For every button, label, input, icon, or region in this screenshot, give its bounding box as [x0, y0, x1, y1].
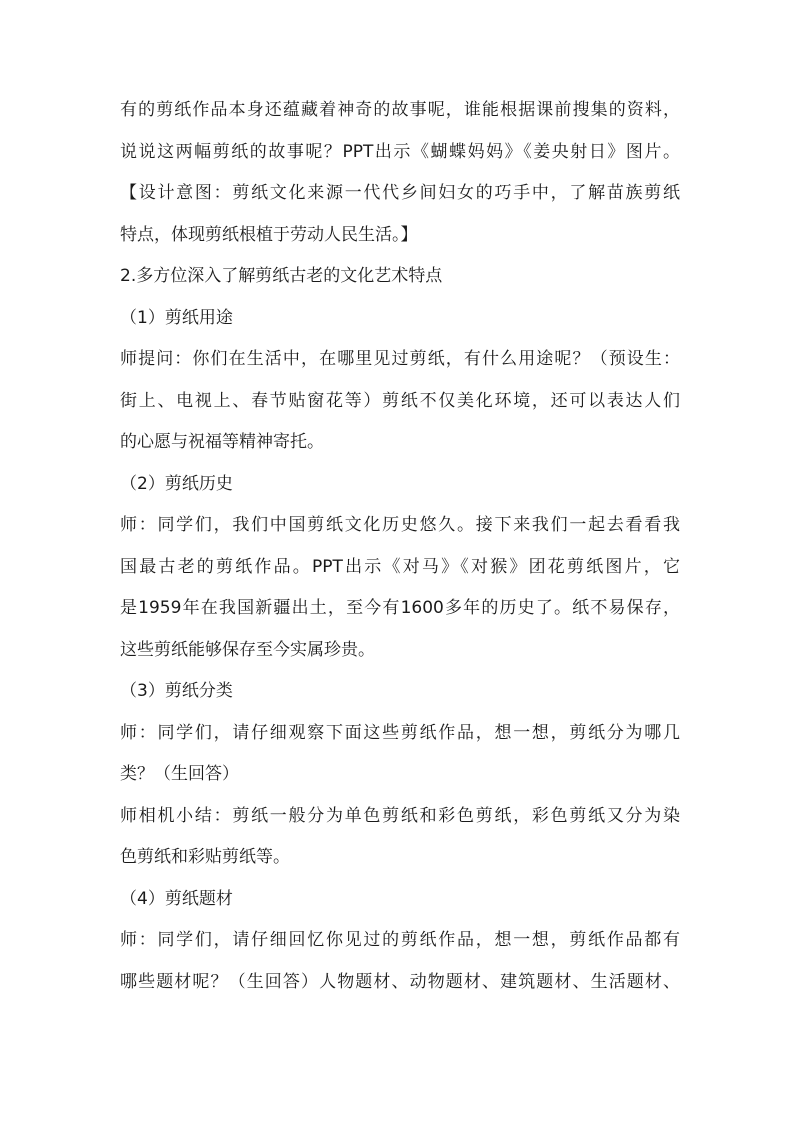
subsection-heading: （2）剪纸历史 [120, 473, 233, 494]
subsection-heading: （1）剪纸用途 [120, 307, 233, 328]
design-intent-line: 【设计意图：剪纸文化来源一代代乡间妇女的巧手中，了解苗族剪纸 [120, 183, 680, 203]
paragraph-line: 类？（生回答） [120, 764, 239, 784]
paragraph-line: 有的剪纸作品本身还蕴藏着神奇的故事呢，谁能根据课前搜集的资料， [120, 100, 680, 120]
paragraph-line: 师：同学们，我们中国剪纸文化历史悠久。接下来我们一起去看看我 [120, 515, 680, 535]
paragraph-line: 师：同学们，请仔细回忆你见过的剪纸作品，想一想，剪纸作品都有 [120, 930, 680, 950]
paragraph-line: 哪些题材呢？（生回答）人物题材、动物题材、建筑题材、生活题材、 [120, 971, 680, 992]
paragraph-line: 这些剪纸能够保存至今实属珍贵。 [120, 639, 375, 660]
paragraph-line: 师：同学们，请仔细观察下面这些剪纸作品，想一想，剪纸分为哪几 [120, 722, 680, 743]
paragraph-line: 国最古老的剪纸作品。PPT出示《对马》《对猴》团花剪纸图片，它 [120, 556, 680, 577]
design-intent-line: 特点，体现剪纸根植于劳动人民生活。】 [120, 224, 418, 245]
paragraph-line: 是1959年在我国新疆出土，至今有1600多年的历史了。纸不易保存， [120, 598, 680, 618]
paragraph-line: 师提问：你们在生活中，在哪里见过剪纸，有什么用途呢？（预设生： [120, 349, 680, 369]
document-body [120, 100, 680, 1013]
paragraph-line: 的心愿与祝福等精神寄托。 [120, 432, 324, 452]
subsection-heading: （4）剪纸题材 [120, 888, 233, 909]
paragraph-line: 师相机小结：剪纸一般分为单色剪纸和彩色剪纸，彩色剪纸又分为染 [120, 805, 680, 826]
paragraph-line: 色剪纸和彩贴剪纸等。 [120, 847, 290, 867]
paragraph-line: 街上、电视上、春节贴窗花等）剪纸不仅美化环境，还可以表达人们 [120, 390, 680, 411]
paragraph-line: 说说这两幅剪纸的故事呢？PPT出示《蝴蝶妈妈》《姜央射日》图片。 [120, 141, 680, 162]
section-heading: 2.多方位深入了解剪纸古老的文化艺术特点 [120, 266, 443, 286]
subsection-heading: （3）剪纸分类 [120, 681, 233, 701]
